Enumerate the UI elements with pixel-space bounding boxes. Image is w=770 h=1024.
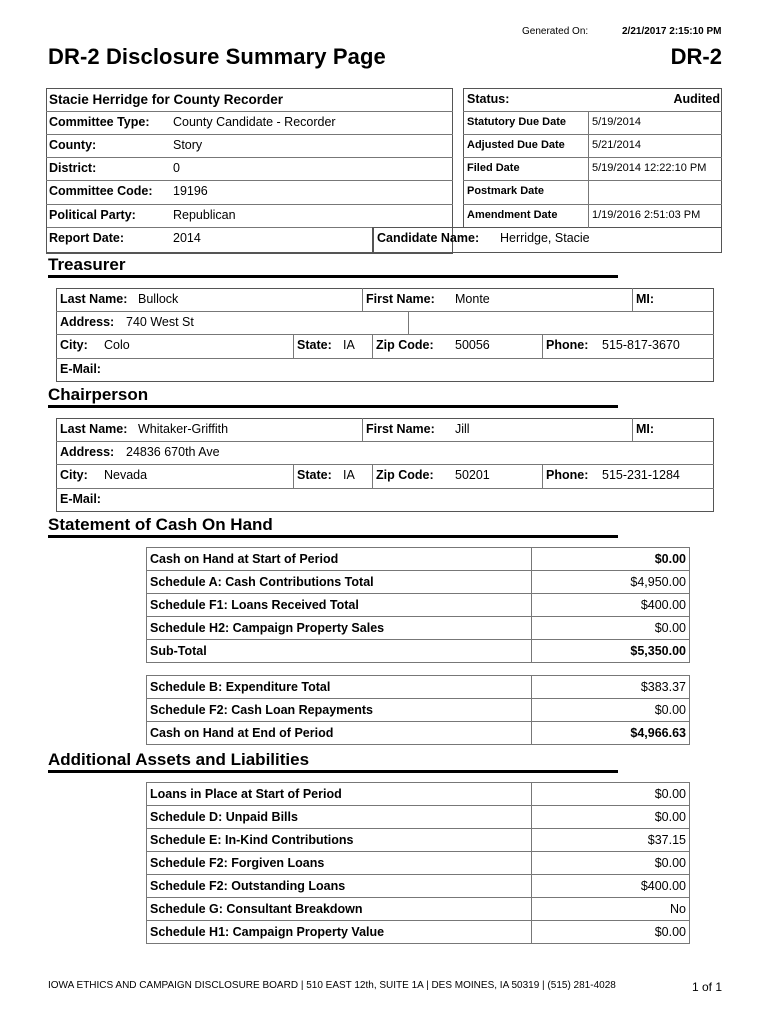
table-row — [147, 617, 690, 640]
chairperson-address-label: Address: — [60, 445, 115, 459]
chairperson-last-name: Whitaker-Griffith — [138, 422, 229, 436]
treasurer-section-title: Treasurer — [48, 255, 126, 274]
treasurer-email-label: E-Mail: — [60, 362, 101, 376]
candidate-name-label: Candidate Name: — [377, 231, 480, 245]
row-value: No — [532, 898, 690, 921]
row-label: Schedule F2: Cash Loan Repayments — [147, 699, 532, 722]
committee-name: Stacie Herridge for County Recorder — [49, 92, 284, 107]
political-party-label: Political Party: — [49, 208, 136, 222]
chairperson-zip: 50201 — [455, 468, 490, 482]
status-value: Audited — [673, 92, 720, 106]
treasurer-address: 740 West St — [126, 315, 194, 329]
table-row — [147, 806, 690, 829]
divider — [542, 334, 543, 358]
table-row — [147, 699, 690, 722]
row-label: Schedule F2: Outstanding Loans — [147, 875, 532, 898]
divider — [56, 488, 714, 489]
divider — [588, 111, 589, 228]
row-value: $5,350.00 — [532, 640, 690, 663]
report-date-value: 2014 — [173, 231, 201, 245]
chairperson-phone: 515-231-1284 — [602, 468, 680, 482]
divider — [56, 441, 714, 442]
divider — [463, 134, 722, 135]
treasurer-mi-label: MI: — [636, 292, 655, 306]
treasurer-phone-label: Phone: — [546, 338, 589, 352]
assets-table — [146, 782, 690, 944]
row-label: Schedule H1: Campaign Property Value — [147, 921, 532, 944]
committee-type-label: Committee Type: — [49, 115, 150, 129]
row-value: $4,966.63 — [532, 722, 690, 745]
assets-section-title: Additional Assets and Liabilities — [48, 750, 310, 769]
footer-text: IOWA ETHICS AND CAMPAIGN DISCLOSURE BOARD | 510 EAST 12th, SUITE 1A | DES MOINES, IA 50319 | (515) 281-4028 — [48, 980, 616, 991]
table-row — [147, 921, 690, 944]
row-label: Loans in Place at Start of Period — [147, 783, 532, 806]
chairperson-phone-label: Phone: — [546, 468, 589, 482]
chairperson-city-label: City: — [60, 468, 88, 482]
committee-type-value: County Candidate - Recorder — [173, 115, 336, 129]
divider — [56, 311, 714, 312]
section-rule — [48, 275, 618, 278]
generated-on-label: Generated On: — [522, 26, 589, 37]
divider — [46, 111, 453, 112]
committee-code-value: 19196 — [173, 184, 208, 198]
divider — [293, 464, 294, 488]
divider — [463, 157, 722, 158]
cash-on-hand-table-bottom — [146, 675, 690, 745]
committee-code-label: Committee Code: — [49, 184, 153, 198]
row-label: Schedule H2: Campaign Property Sales — [147, 617, 532, 640]
row-label: Schedule F2: Forgiven Loans — [147, 852, 532, 875]
divider — [372, 334, 373, 358]
treasurer-phone: 515-817-3670 — [602, 338, 680, 352]
row-value: $4,950.00 — [532, 571, 690, 594]
filed-date-value: 5/19/2014 12:22:10 PM — [592, 162, 707, 174]
divider — [293, 334, 294, 358]
table-row — [147, 898, 690, 921]
adjusted-due-date-value: 5/21/2014 — [592, 139, 641, 151]
treasurer-first-name-label: First Name: — [366, 292, 435, 306]
divider — [632, 288, 633, 311]
row-value: $0.00 — [532, 852, 690, 875]
table-row — [147, 783, 690, 806]
row-value: $37.15 — [532, 829, 690, 852]
status-label: Status: — [467, 92, 510, 106]
table-row — [147, 722, 690, 745]
treasurer-zip: 50056 — [455, 338, 490, 352]
form-code: DR-2 — [670, 44, 722, 69]
county-label: County: — [49, 138, 97, 152]
row-label: Schedule F1: Loans Received Total — [147, 594, 532, 617]
district-value: 0 — [173, 161, 180, 175]
row-value: $0.00 — [532, 548, 690, 571]
page-number: 1 of 1 — [691, 980, 722, 994]
table-row — [147, 594, 690, 617]
treasurer-zip-label: Zip Code: — [376, 338, 434, 352]
row-value: $0.00 — [532, 783, 690, 806]
treasurer-last-name-label: Last Name: — [60, 292, 128, 306]
section-rule — [48, 405, 618, 408]
section-rule — [48, 535, 618, 538]
divider — [463, 204, 722, 205]
statutory-due-date-value: 5/19/2014 — [592, 116, 641, 128]
page-title: DR-2 Disclosure Summary Page — [48, 44, 386, 69]
adjusted-due-date-label: Adjusted Due Date — [467, 139, 565, 151]
county-value: Story — [173, 138, 203, 152]
table-row — [147, 548, 690, 571]
row-value: $400.00 — [532, 594, 690, 617]
political-party-value: Republican — [173, 208, 236, 222]
treasurer-last-name: Bullock — [138, 292, 179, 306]
divider — [542, 464, 543, 488]
row-label: Cash on Hand at Start of Period — [147, 548, 532, 571]
table-row — [147, 852, 690, 875]
row-value: $0.00 — [532, 921, 690, 944]
chairperson-email-label: E-Mail: — [60, 492, 101, 506]
table-row — [147, 640, 690, 663]
chairperson-last-name-label: Last Name: — [60, 422, 128, 436]
district-label: District: — [49, 161, 97, 175]
table-row — [147, 676, 690, 699]
table-row — [147, 875, 690, 898]
chairperson-first-name: Jill — [455, 422, 470, 436]
chairperson-section-title: Chairperson — [48, 385, 149, 404]
divider — [46, 180, 453, 181]
row-label: Sub-Total — [147, 640, 532, 663]
row-value: $400.00 — [532, 875, 690, 898]
treasurer-first-name: Monte — [455, 292, 490, 306]
chairperson-city: Nevada — [104, 468, 148, 482]
treasurer-city: Colo — [104, 338, 130, 352]
amendment-date-value: 1/19/2016 2:51:03 PM — [592, 209, 701, 221]
postmark-date-label: Postmark Date — [467, 185, 545, 197]
divider — [46, 157, 453, 158]
filed-date-label: Filed Date — [467, 162, 520, 174]
divider — [56, 334, 714, 335]
candidate-name-value: Herridge, Stacie — [500, 231, 590, 245]
row-value: $0.00 — [532, 806, 690, 829]
table-row — [147, 571, 690, 594]
report-date-label: Report Date: — [49, 231, 125, 245]
cash-on-hand-table-top — [146, 547, 690, 663]
row-value: $383.37 — [532, 676, 690, 699]
chairperson-address: 24836 670th Ave — [126, 445, 220, 459]
divider — [56, 464, 714, 465]
status-box — [463, 88, 722, 228]
generated-on-value: 2/21/2017 2:15:10 PM — [622, 26, 722, 37]
section-rule — [48, 770, 618, 773]
treasurer-state: IA — [343, 338, 355, 352]
row-label: Schedule E: In-Kind Contributions — [147, 829, 532, 852]
row-value: $0.00 — [532, 699, 690, 722]
row-value: $0.00 — [532, 617, 690, 640]
amendment-date-label: Amendment Date — [467, 209, 558, 221]
divider — [46, 204, 453, 205]
divider — [463, 180, 722, 181]
divider — [46, 134, 453, 135]
divider — [372, 464, 373, 488]
chairperson-state-label: State: — [297, 468, 332, 482]
cash-on-hand-section-title: Statement of Cash On Hand — [48, 515, 273, 534]
statutory-due-date-label: Statutory Due Date — [467, 116, 567, 128]
row-label: Schedule B: Expenditure Total — [147, 676, 532, 699]
chairperson-state: IA — [343, 468, 355, 482]
table-row — [147, 829, 690, 852]
treasurer-city-label: City: — [60, 338, 88, 352]
divider — [632, 418, 633, 441]
divider — [56, 358, 714, 359]
divider — [362, 288, 363, 311]
row-label: Schedule D: Unpaid Bills — [147, 806, 532, 829]
divider — [463, 111, 722, 112]
divider — [362, 418, 363, 441]
divider — [408, 311, 409, 334]
chairperson-mi-label: MI: — [636, 422, 655, 436]
chairperson-zip-label: Zip Code: — [376, 468, 434, 482]
row-label: Schedule A: Cash Contributions Total — [147, 571, 532, 594]
row-label: Schedule G: Consultant Breakdown — [147, 898, 532, 921]
treasurer-address-label: Address: — [60, 315, 115, 329]
treasurer-state-label: State: — [297, 338, 332, 352]
chairperson-first-name-label: First Name: — [366, 422, 435, 436]
row-label: Cash on Hand at End of Period — [147, 722, 532, 745]
